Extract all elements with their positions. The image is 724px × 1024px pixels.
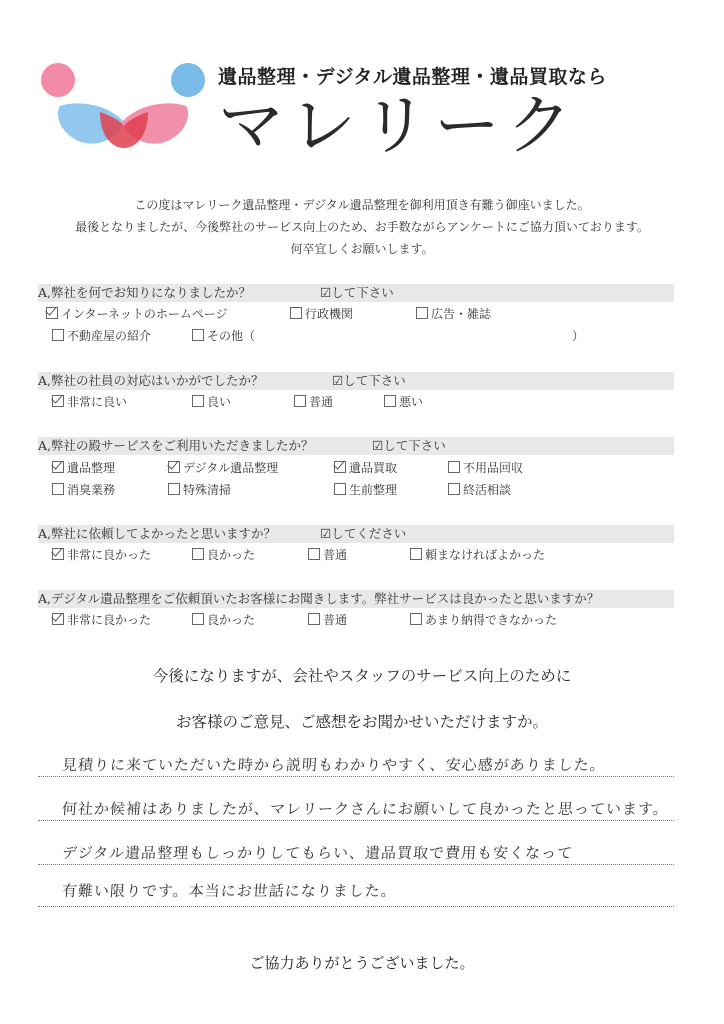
option-bad[interactable] xyxy=(384,394,423,410)
option-label: 非常に良かった xyxy=(67,613,152,627)
checkbox-icon[interactable] xyxy=(308,613,320,625)
option-label: 非常に良かった xyxy=(67,548,152,562)
checkbox-icon[interactable] xyxy=(192,395,204,407)
option-satisfied[interactable] xyxy=(192,612,255,628)
option-very-good[interactable] xyxy=(52,394,127,410)
option-deodorizing[interactable] xyxy=(52,482,115,498)
intro-line-1: この度はマレリーク遺品整理・デジタル遺品整理を御利用頂き有難う御座いました。 xyxy=(134,198,590,212)
checkbox-checked-icon[interactable] xyxy=(334,461,346,473)
option-label: 普通 xyxy=(309,395,334,409)
option-estate-purchase[interactable] xyxy=(334,460,397,476)
checkbox-icon[interactable] xyxy=(192,548,204,560)
option-estate-cleanup[interactable] xyxy=(52,460,115,476)
option-internet[interactable] xyxy=(46,306,228,322)
question-text: A,弊社に依頼してよかったと思いますか？ xyxy=(38,526,277,541)
checkbox-icon[interactable] xyxy=(410,613,422,625)
checkbox-checked-icon[interactable] xyxy=(52,613,64,625)
question-note: ☑して下さい xyxy=(372,438,446,453)
option-label: その他（ xyxy=(207,329,256,343)
option-digital-estate[interactable] xyxy=(168,460,278,476)
checkbox-checked-icon[interactable] xyxy=(52,548,64,560)
comment-line-3: デジタル遺品整理もしっかりしてもらい、遺品買取で費用も安くなって xyxy=(61,844,574,862)
option-special-cleaning[interactable] xyxy=(168,482,231,498)
comment-rule xyxy=(38,864,674,865)
option-regret[interactable] xyxy=(410,547,545,563)
question-bar xyxy=(38,437,674,455)
feedback-prompt-1: 今後になりますが、会社やスタッフのサービス向上のために xyxy=(152,667,572,685)
checkbox-icon[interactable] xyxy=(448,461,460,473)
question-text: A,弊社の殿サービスをご利用いただきましたか？ xyxy=(38,438,314,453)
option-label: 生前整理 xyxy=(349,483,398,497)
option-label: インターネットのホームページ xyxy=(61,307,228,321)
option-label: 非常に良い xyxy=(67,395,128,409)
brand-name: マレリーク xyxy=(218,87,578,164)
checkbox-icon[interactable] xyxy=(416,307,428,319)
question-note: ☑してください xyxy=(320,526,407,541)
marelique-logo xyxy=(38,60,208,160)
question-note: ☑して下さい xyxy=(320,285,394,300)
option-label: 広告・雑誌 xyxy=(431,307,492,321)
question-bar xyxy=(38,590,674,608)
checkbox-icon[interactable] xyxy=(52,483,64,495)
question-bar xyxy=(38,525,674,543)
option-junk-removal[interactable] xyxy=(448,460,523,476)
header-tagline: 遺品整理・デジタル遺品整理・遺品買取なら xyxy=(218,66,607,88)
checkbox-icon[interactable] xyxy=(448,483,460,495)
option-label: 消臭業務 xyxy=(67,483,116,497)
question-note: ☑して下さい xyxy=(332,373,406,388)
option-label: 良かった xyxy=(207,548,256,562)
checkbox-icon[interactable] xyxy=(290,307,302,319)
question-text: A,弊社の社員の対応はいかがでしたか？ xyxy=(38,373,264,388)
option-other-close: ） xyxy=(572,329,585,343)
option-label: 遺品買取 xyxy=(349,461,398,475)
checkbox-icon[interactable] xyxy=(192,329,204,341)
option-label: 特殊清掃 xyxy=(183,483,232,497)
option-label: 普通 xyxy=(323,548,348,562)
checkbox-checked-icon[interactable] xyxy=(52,395,64,407)
option-other[interactable] xyxy=(192,328,255,344)
comment-line-2: 何社か候補はありましたが、マレリークさんにお願いして良かったと思っています。 xyxy=(61,800,670,818)
comment-line-1: 見積りに来ていただいた時から説明もわかりやすく、安心感がありました。 xyxy=(61,756,607,774)
comment-rule xyxy=(38,906,674,907)
checkbox-checked-icon[interactable] xyxy=(168,461,180,473)
option-label: デジタル遺品整理 xyxy=(183,461,279,475)
option-end-of-life-consult[interactable] xyxy=(448,482,511,498)
option-real-estate[interactable] xyxy=(52,328,151,344)
feedback-prompt-2: お客様のご意見、ご感想をお聞かせいただけますか。 xyxy=(175,713,548,731)
intro-line-3: 何卒宜しくお願いします。 xyxy=(290,242,434,256)
checkbox-icon[interactable] xyxy=(168,483,180,495)
question-text: A,デジタル遺品整理をご依頼頂いたお客様にお聞きします。弊社サービスは良かったと思いますか？ xyxy=(38,591,600,606)
option-neutral[interactable] xyxy=(308,547,347,563)
checkbox-icon[interactable] xyxy=(52,329,64,341)
option-average[interactable] xyxy=(294,394,333,410)
option-very-satisfied[interactable] xyxy=(52,547,151,563)
question-text: A,弊社を何でお知りになりましたか？ xyxy=(38,285,252,300)
option-label: 不用品回収 xyxy=(463,461,524,475)
option-label: 普通 xyxy=(323,613,348,627)
checkbox-checked-icon[interactable] xyxy=(52,461,64,473)
checkbox-icon[interactable] xyxy=(294,395,306,407)
checkbox-icon[interactable] xyxy=(334,483,346,495)
option-label: 不動産屋の紹介 xyxy=(67,329,152,343)
option-label: 頼まなければよかった xyxy=(425,548,546,562)
option-not-convinced[interactable] xyxy=(410,612,557,628)
option-label: 行政機関 xyxy=(305,307,354,321)
question-bar xyxy=(38,372,674,390)
intro-line-2: 最後となりましたが、今後弊社のサービス向上のため、お手数ながらアンケートにご協力頂いております。 xyxy=(75,220,649,234)
checkbox-icon[interactable] xyxy=(192,613,204,625)
comment-line-4: 有難い限りです。本当にお世話になりました。 xyxy=(61,882,398,900)
checkbox-icon[interactable] xyxy=(308,548,320,560)
option-label: 終活相談 xyxy=(463,483,512,497)
option-neutral[interactable] xyxy=(308,612,347,628)
option-government[interactable] xyxy=(290,306,353,322)
comment-rule xyxy=(38,776,674,777)
option-very-satisfied[interactable] xyxy=(52,612,151,628)
option-label: あまり納得できなかった xyxy=(425,613,558,627)
option-label: 良い xyxy=(207,395,232,409)
option-pre-death-organizing[interactable] xyxy=(334,482,397,498)
option-good[interactable] xyxy=(192,394,231,410)
comment-rule xyxy=(38,820,674,821)
question-bar xyxy=(38,284,674,302)
checkbox-icon[interactable] xyxy=(410,548,422,560)
option-label: 遺品整理 xyxy=(67,461,116,475)
option-label: 悪い xyxy=(399,395,424,409)
option-satisfied[interactable] xyxy=(192,547,255,563)
option-advertising[interactable] xyxy=(416,306,491,322)
option-label: 良かった xyxy=(207,613,256,627)
closing-message: ご協力ありがとうございました。 xyxy=(249,954,475,972)
checkbox-checked-icon[interactable] xyxy=(46,307,58,319)
checkbox-icon[interactable] xyxy=(384,395,396,407)
